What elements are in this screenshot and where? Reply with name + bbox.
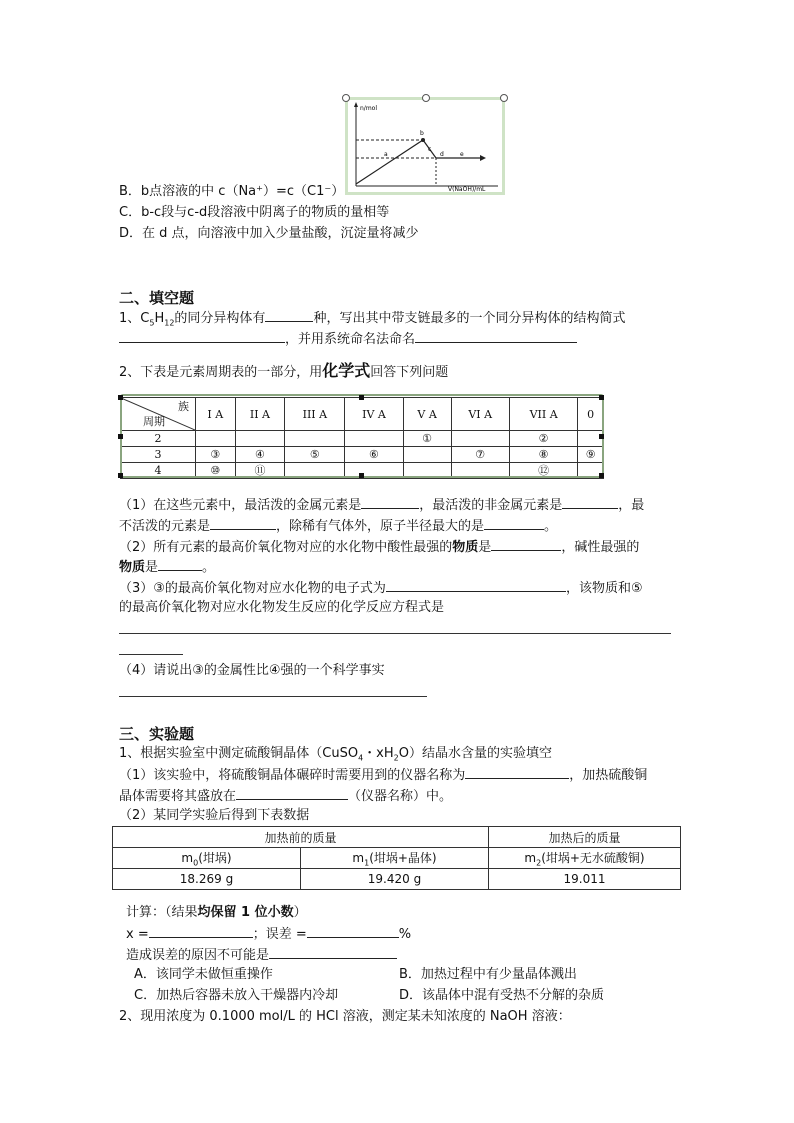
group-header: V A (403, 398, 451, 431)
mass-data-table (112, 826, 681, 890)
s3-p2: （2）某同学实验后得到下表数据 (119, 808, 310, 823)
table-handle-ml[interactable] (118, 434, 123, 439)
resize-handle-tl[interactable] (342, 94, 350, 102)
corner-bottom-label: 周期 (143, 415, 165, 428)
q2-text-a: 2、下表是元素周期表的一部分，用 (119, 365, 323, 380)
m1-sub: 1 (364, 858, 370, 868)
s2-sub2-line1 (119, 538, 639, 557)
q1-text-d: ，并用系统命名法命名 (285, 332, 416, 347)
element-cell: ④ (235, 447, 285, 463)
x-value-blank[interactable] (149, 925, 253, 938)
q1-text-a: 1、C (119, 311, 150, 326)
corner-top-label: 族 (178, 400, 189, 413)
m2-sub: 2 (536, 858, 542, 868)
option-c: C．b-c段与c-d段溶液中阴离子的物质的量相等 (119, 205, 390, 220)
active-metal-blank[interactable] (361, 496, 419, 509)
q2-text-b: 回答下列问题 (370, 365, 449, 380)
x-line (126, 925, 411, 944)
calc-bold: 均保留 1 位小数 (197, 905, 294, 920)
table-handle-bl[interactable] (118, 473, 123, 478)
section2-title: 二、填空题 (119, 289, 195, 307)
calc-line (126, 904, 307, 922)
group-header: VI A (451, 398, 509, 431)
element-cell: ⑥ (345, 447, 403, 463)
group-header: VII A (509, 398, 577, 431)
fact-answer-line[interactable] (119, 696, 427, 697)
period-label: 2 (121, 431, 196, 447)
option-b: B．b点溶液的中 c（Na⁺）=c（C1⁻） (119, 184, 345, 199)
cause-text: 造成误差的原因不可能是 (126, 948, 270, 963)
s2-sub4: （4）请说出③的金属性比④强的一个科学事实 (119, 663, 385, 678)
element-cell (403, 447, 451, 463)
col-m2 (489, 848, 681, 869)
period-label: 4 (121, 463, 196, 479)
table-row (113, 869, 681, 890)
q1-name-blank[interactable] (415, 330, 577, 343)
s2-bold2: 物质 (119, 560, 146, 575)
header-before: 加热前的质量 (113, 827, 489, 848)
element-cell: ⑧ (509, 447, 577, 463)
element-cell (196, 431, 236, 447)
flat-arrow (480, 155, 486, 161)
s3-text-b: ，该物质和⑤ (565, 581, 643, 596)
s3-text-a: （3）③的最高价氧化物对应水化物的电子式为 (119, 581, 386, 596)
s3-p1-line2 (119, 787, 452, 806)
s3q1-text-b: ・xH (363, 746, 394, 761)
label-a: a (384, 151, 388, 158)
group-header: III A (285, 398, 345, 431)
s2-q1-line2 (119, 330, 577, 349)
cause-line (126, 946, 397, 965)
s3q1-sub2: 2 (393, 753, 399, 763)
electron-formula-blank[interactable] (386, 579, 566, 592)
s1-text-e: ，除稀有气体外，原子半径最大的是 (276, 519, 485, 534)
table-handle-bm[interactable] (359, 473, 364, 478)
value-m0: 18.269 g (113, 869, 301, 890)
header-after: 加热后的质量 (489, 827, 681, 848)
table-corner-cell (121, 398, 196, 431)
element-cell: ⑨ (578, 447, 604, 463)
q1-text-h: H (154, 311, 165, 326)
table-handle-tl[interactable] (118, 395, 123, 400)
inert-element-blank[interactable] (210, 517, 276, 530)
col-m0 (113, 848, 301, 869)
s2-sub1-line1 (119, 496, 644, 515)
group-header: I A (196, 398, 236, 431)
option-c: C．加热后容器未放入干燥器内冷却 (134, 988, 339, 1003)
element-cell (451, 463, 509, 479)
s1-text-f: 。 (544, 519, 558, 534)
section3-title: 三、实验题 (119, 725, 195, 743)
table-row (113, 827, 681, 848)
table-row (121, 447, 604, 463)
s2-text-e: 。 (202, 560, 216, 575)
equation-answer-line[interactable] (119, 633, 671, 634)
s2-text-d: 是 (145, 560, 159, 575)
error-value-blank[interactable] (307, 925, 399, 938)
option-a: A．该同学未做恒重操作 (134, 967, 273, 982)
q1-text-c: 种，写出其中带支链最多的一个同分异构体的结构简式 (313, 311, 626, 326)
heating-vessel-blank[interactable] (236, 787, 348, 800)
label-d: d (440, 151, 444, 158)
table-handle-mr[interactable] (599, 434, 604, 439)
value-m1: 19.420 g (301, 869, 489, 890)
element-cell (451, 431, 509, 447)
graph-svg (348, 100, 502, 192)
q1-isomer-count-blank[interactable] (265, 309, 313, 322)
element-cell (345, 431, 403, 447)
option-b: B．加热过程中有少量晶体溅出 (399, 967, 577, 982)
s1-text-a: （1）在这些元素中，最活泼的金属元素是 (119, 498, 362, 513)
col-m1 (301, 848, 489, 869)
resize-handle-tr[interactable] (500, 94, 508, 102)
s2-bold1: 物质 (452, 540, 479, 555)
element-cell (403, 463, 451, 479)
equation-answer-line-cont[interactable] (119, 654, 183, 655)
q1-text-b: 的同分异构体有 (174, 311, 266, 326)
calc-text-a: 计算：（结果 (126, 905, 198, 920)
x-axis-label: V(NaOH)/mL (448, 186, 486, 192)
s2-sub3-line2: 的最高价氧化物对应水化物发生反应的化学反应方程式是 (119, 600, 445, 615)
m1-desc: (坩埚+晶体) (369, 850, 437, 865)
s2-sub1-line2 (119, 517, 557, 536)
s2-sub3-line1 (119, 579, 643, 598)
s3q1-text-a: 1、根据实验室中测定硫酸铜晶体（CuSO (119, 746, 359, 761)
element-cell: ⑩ (196, 463, 236, 479)
label-e: e (460, 151, 464, 158)
p1-text-b: ，加热硫酸铜 (569, 768, 648, 783)
s2-text-c: ，碱性最强的 (561, 540, 640, 555)
element-cell: ⑪ (235, 463, 285, 479)
largest-radius-blank[interactable] (484, 517, 544, 530)
s2-q2-intro (119, 362, 448, 382)
y-axis-label: n/mol (360, 105, 378, 112)
curve-rising (356, 140, 436, 184)
table-handle-tr[interactable] (599, 395, 604, 400)
p1-text-c: 晶体需要将其盛放在 (119, 789, 237, 804)
active-nonmetal-blank[interactable] (562, 496, 618, 509)
group-header: IV A (345, 398, 403, 431)
element-cell (285, 463, 345, 479)
resize-handle-tm[interactable] (422, 94, 430, 102)
table-handle-tm[interactable] (359, 395, 364, 400)
element-cell: ② (509, 431, 577, 447)
s2-text-a: （2）所有元素的最高价氧化物对应的水化物中酸性最强的 (119, 540, 453, 555)
s1-text-d: 不活泼的元素是 (119, 519, 211, 534)
m0-text: m (181, 850, 194, 865)
value-m2: 19.011 (489, 869, 681, 890)
p1-text-d: （仪器名称）中。 (348, 789, 453, 804)
s3-q2: 2、现用浓度为 0.1000 mol/L 的 HCl 溶液，测定某未知浓度的 NaOH 溶液： (119, 1009, 571, 1024)
s3-q1-intro (119, 745, 552, 768)
table-handle-br[interactable] (599, 473, 604, 478)
element-cell: ⑫ (509, 463, 577, 479)
error-label: ；误差 = (252, 927, 307, 942)
element-cell: ① (403, 431, 451, 447)
element-cell (345, 463, 403, 479)
element-cell: ③ (196, 447, 236, 463)
group-header: II A (235, 398, 285, 431)
periodic-table (120, 397, 604, 479)
s3-p1-line1 (119, 766, 647, 785)
element-cell (235, 431, 285, 447)
p1-text-a: （1）该实验中，将硫酸铜晶体碾碎时需要用到的仪器名称为 (119, 768, 466, 783)
point-b (421, 138, 425, 142)
option-d: D．该晶体中混有受热不分解的杂质 (399, 988, 605, 1003)
period-label: 3 (121, 447, 196, 463)
cause-blank[interactable] (269, 946, 397, 959)
calc-text-b: ） (293, 905, 307, 920)
m0-sub: 0 (193, 858, 199, 868)
table-row (121, 431, 604, 447)
table-row (113, 848, 681, 869)
s2-sub2-line2 (119, 558, 215, 577)
strongest-acid-blank[interactable] (491, 538, 561, 551)
m2-desc: (坩埚+无水硫酸铜) (541, 850, 645, 865)
element-cell: ⑤ (285, 447, 345, 463)
element-cell (285, 431, 345, 447)
q2-bold: 化学式 (322, 361, 371, 380)
y-axis-arrow (354, 102, 358, 107)
s3q1-text-c: O）结晶水含量的实验填空 (398, 746, 552, 761)
grinding-instrument-blank[interactable] (465, 766, 569, 779)
q1-sub12: 12 (164, 318, 175, 328)
label-b: b (420, 130, 424, 137)
q1-structure-blank[interactable] (119, 330, 285, 343)
s1-text-b: ，最活泼的非金属元素是 (419, 498, 563, 513)
element-cell: ⑦ (451, 447, 509, 463)
group-header: 0 (578, 398, 604, 431)
m1-text: m (352, 850, 365, 865)
titration-graph[interactable] (345, 97, 505, 195)
s3q1-sub4: 4 (358, 753, 364, 763)
s2-text-b: 是 (478, 540, 492, 555)
m2-text: m (524, 850, 537, 865)
strongest-base-blank[interactable] (158, 558, 202, 571)
label-c: c (428, 146, 432, 153)
x-label: x = (126, 927, 149, 942)
percent-sign: % (398, 927, 412, 942)
s1-text-c: ，最 (618, 498, 645, 513)
m0-desc: (坩埚) (198, 850, 232, 865)
q1-sub5: 5 (149, 318, 155, 328)
option-d: D．在 d 点，向溶液中加入少量盐酸，沉淀量将减少 (119, 226, 419, 241)
